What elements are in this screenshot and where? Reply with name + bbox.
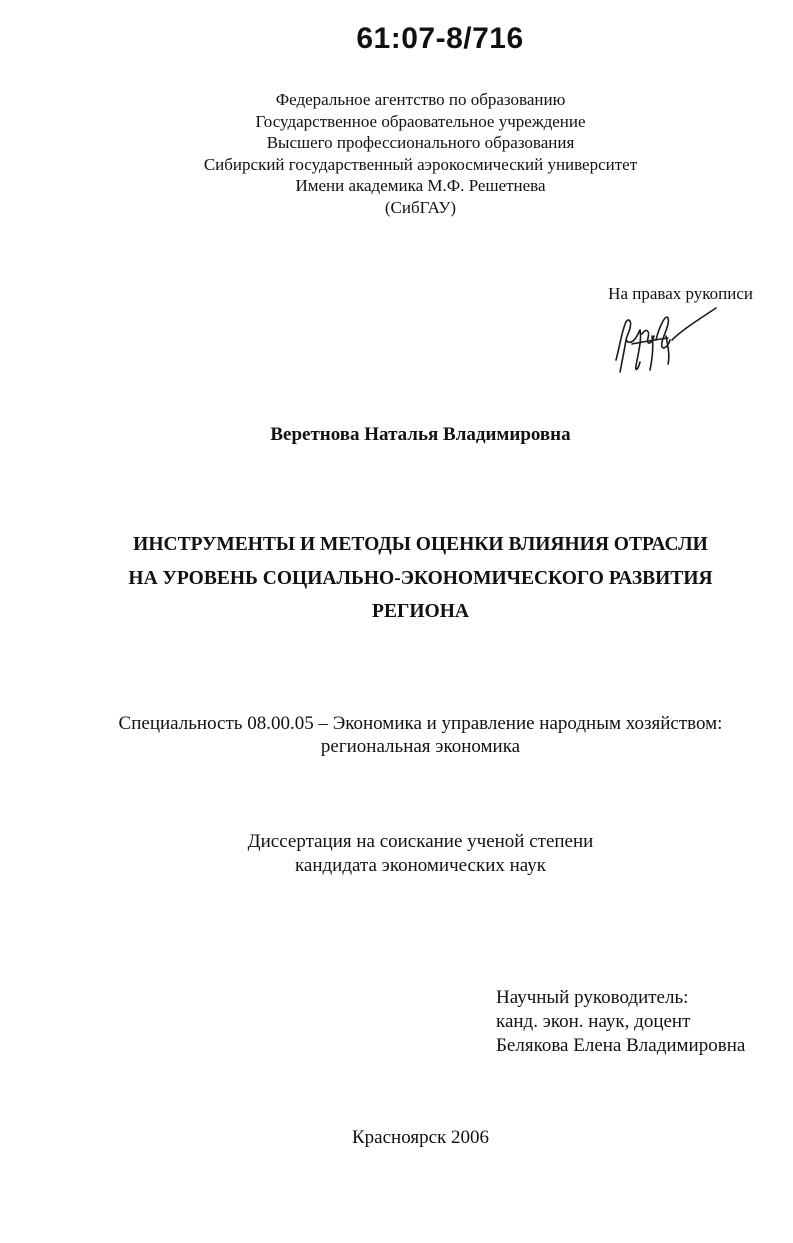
specialty-block xyxy=(0,712,793,758)
title-line: ИНСТРУМЕНТЫ И МЕТОДЫ ОЦЕНКИ ВЛИЯНИЯ ОТРАСЛИ xyxy=(133,534,708,555)
institution-line: Сибирский государственный аэрокосмический университет xyxy=(203,154,638,174)
specialty-line: региональная экономика xyxy=(320,736,521,757)
institution-block xyxy=(0,89,793,218)
title-line: НА УРОВЕНЬ СОЦИАЛЬНО-ЭКОНОМИЧЕСКОГО РАЗВИТИЯ xyxy=(128,567,713,589)
institution-line: Имени академика М.Ф. Решетнева xyxy=(295,176,546,195)
city-year: Красноярск 2006 xyxy=(352,1127,489,1148)
archive-code: 61:07-8/716 xyxy=(356,22,524,55)
degree-block xyxy=(0,830,793,878)
advisor-block xyxy=(496,986,745,1058)
advisor-name: Белякова Елена Владимировна xyxy=(496,1035,746,1056)
degree-line: кандидата экономических наук xyxy=(294,855,547,876)
dissertation-title xyxy=(0,528,793,629)
advisor-heading: Научный руководитель: xyxy=(496,987,689,1008)
institution-line: (СибГАУ) xyxy=(384,197,457,217)
signature-image xyxy=(612,300,722,380)
institution-line: Государственное обраовательное учреждение xyxy=(255,111,586,131)
author-name: Веретнова Наталья Владимировна xyxy=(270,424,571,445)
title-line: РЕГИОНА xyxy=(372,601,469,622)
institution-line: Высшего профессионального образования xyxy=(266,133,575,152)
degree-line: Диссертация на соискание ученой степени xyxy=(247,831,594,852)
institution-line: Федеральное агентство по образованию xyxy=(275,90,566,109)
advisor-degree: канд. экон. наук, доцент xyxy=(496,1011,691,1032)
manuscript-note: На правах рукописи xyxy=(608,284,753,303)
specialty-line: Специальность 08.00.05 – Экономика и управление народным хозяйством: xyxy=(118,713,723,734)
